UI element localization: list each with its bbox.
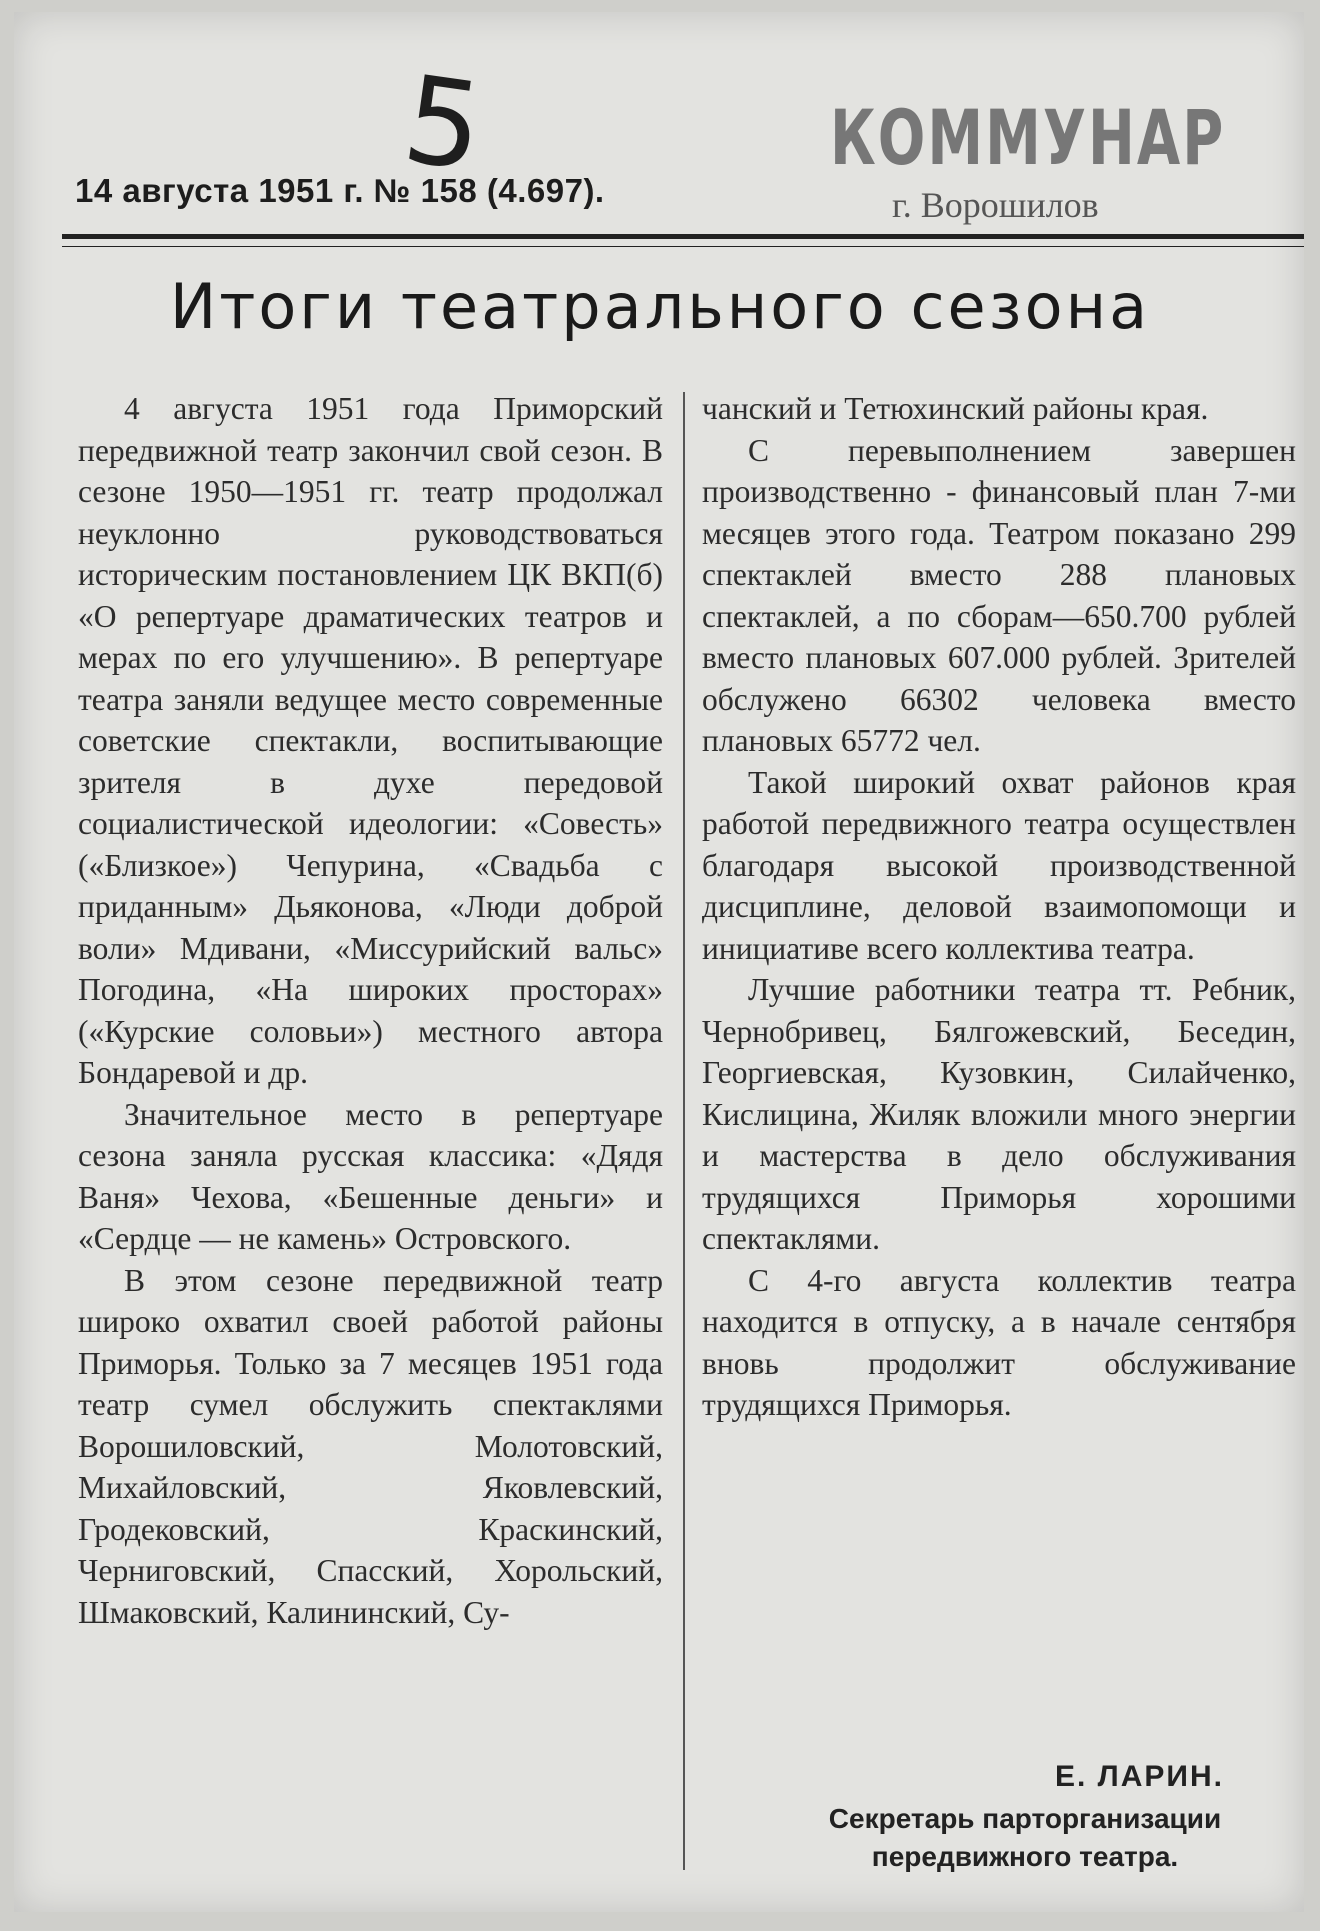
author-signature: Е. ЛАРИН. [1055, 1760, 1224, 1793]
header-rule-thick [62, 234, 1304, 239]
column-divider [683, 392, 685, 1870]
paragraph: С 4-го августа коллектив театра находится в отпуску, а в начале сентября вновь продолжит обслуживание трудящихся Приморья. [702, 1262, 1296, 1422]
article-left-column [78, 388, 663, 1633]
author-role: Секретарь парторганизации передвижного театра. [828, 1803, 1222, 1872]
article-right-column [702, 388, 1296, 1426]
article-title: Итоги театрального сезона [169, 270, 1151, 343]
issue-date-number: 14 августа 1951 г. № 158 (4.697). [75, 172, 605, 209]
newspaper-masthead: КОММУНАР [830, 95, 1226, 183]
paragraph: С перевыполнением завершен производственно - финансовый план 7-ми месяцев этого года. Театром показано 299 спектаклей вместо 288 плановых спектаклей, а по сборам—650.700 рублей вместо плановых 607.000 рублей. Зрителей обслужено 66302 человека вместо плановых 65772 чел. [702, 432, 1296, 758]
newspaper-city: г. Ворошилов [892, 185, 1099, 225]
paragraph: В этом сезоне передвижной театр широко охватил своей работой районы Приморья. Только за 7 месяцев 1951 года театр сумел обслужить спектаклями Ворошиловский, Молотовский, Михайловский, Яковлевский, Гродековский, Краскинский, Черниговский, Спасский, Хорольский, Шмаковский, Калининский, Су- [78, 1262, 663, 1630]
header-rule-thin [62, 246, 1304, 247]
handwritten-page-number: 5 [395, 50, 491, 199]
paragraph: Лучшие работники театра тт. Ребник, Чернобривец, Бялгожевский, Беседин, Георгиевская, Кузовкин, Силайченко, Кислицина, Жиляк вложили много энергии и мастерства в дело обслуживания трудящихся Приморья хорошими спектаклями. [702, 972, 1296, 1256]
paragraph: Такой широкий охват районов края работой передвижного театра осуществлен благодаря высокой производственной дисциплине, деловой взаимопомощи и инициативе всего коллектива театра. [702, 764, 1296, 966]
paragraph: Значительное место в репертуаре сезона заняла русская классика: «Дядя Ваня» Чехова, «Бешенные деньги» и «Сердце — не камень» Островского. [78, 1096, 663, 1256]
paragraph: чанский и Тетюхинский районы края. [702, 391, 1209, 426]
paragraph: 4 августа 1951 года Приморский передвижной театр закончил свой сезон. В сезоне 1950—1951 гг. театр продолжал неуклонно руководствоваться историческим постановлением ЦК ВКП(б) «О репертуаре драматических театров и мерах по его улучшению». В репертуаре театра заняли ведущее место современные советские спектакли, воспитывающие зрителя в духе передовой социалистической идеологии: «Совесть» («Близкое») Чепурина, «Свадьба с приданным» Дьяконова, «Люди доброй воли» Мдивани, «Миссурийский вальс» Погодина, «На широких просторах» («Курские соловьи») местного автора Бондаревой и др. [78, 391, 663, 1090]
